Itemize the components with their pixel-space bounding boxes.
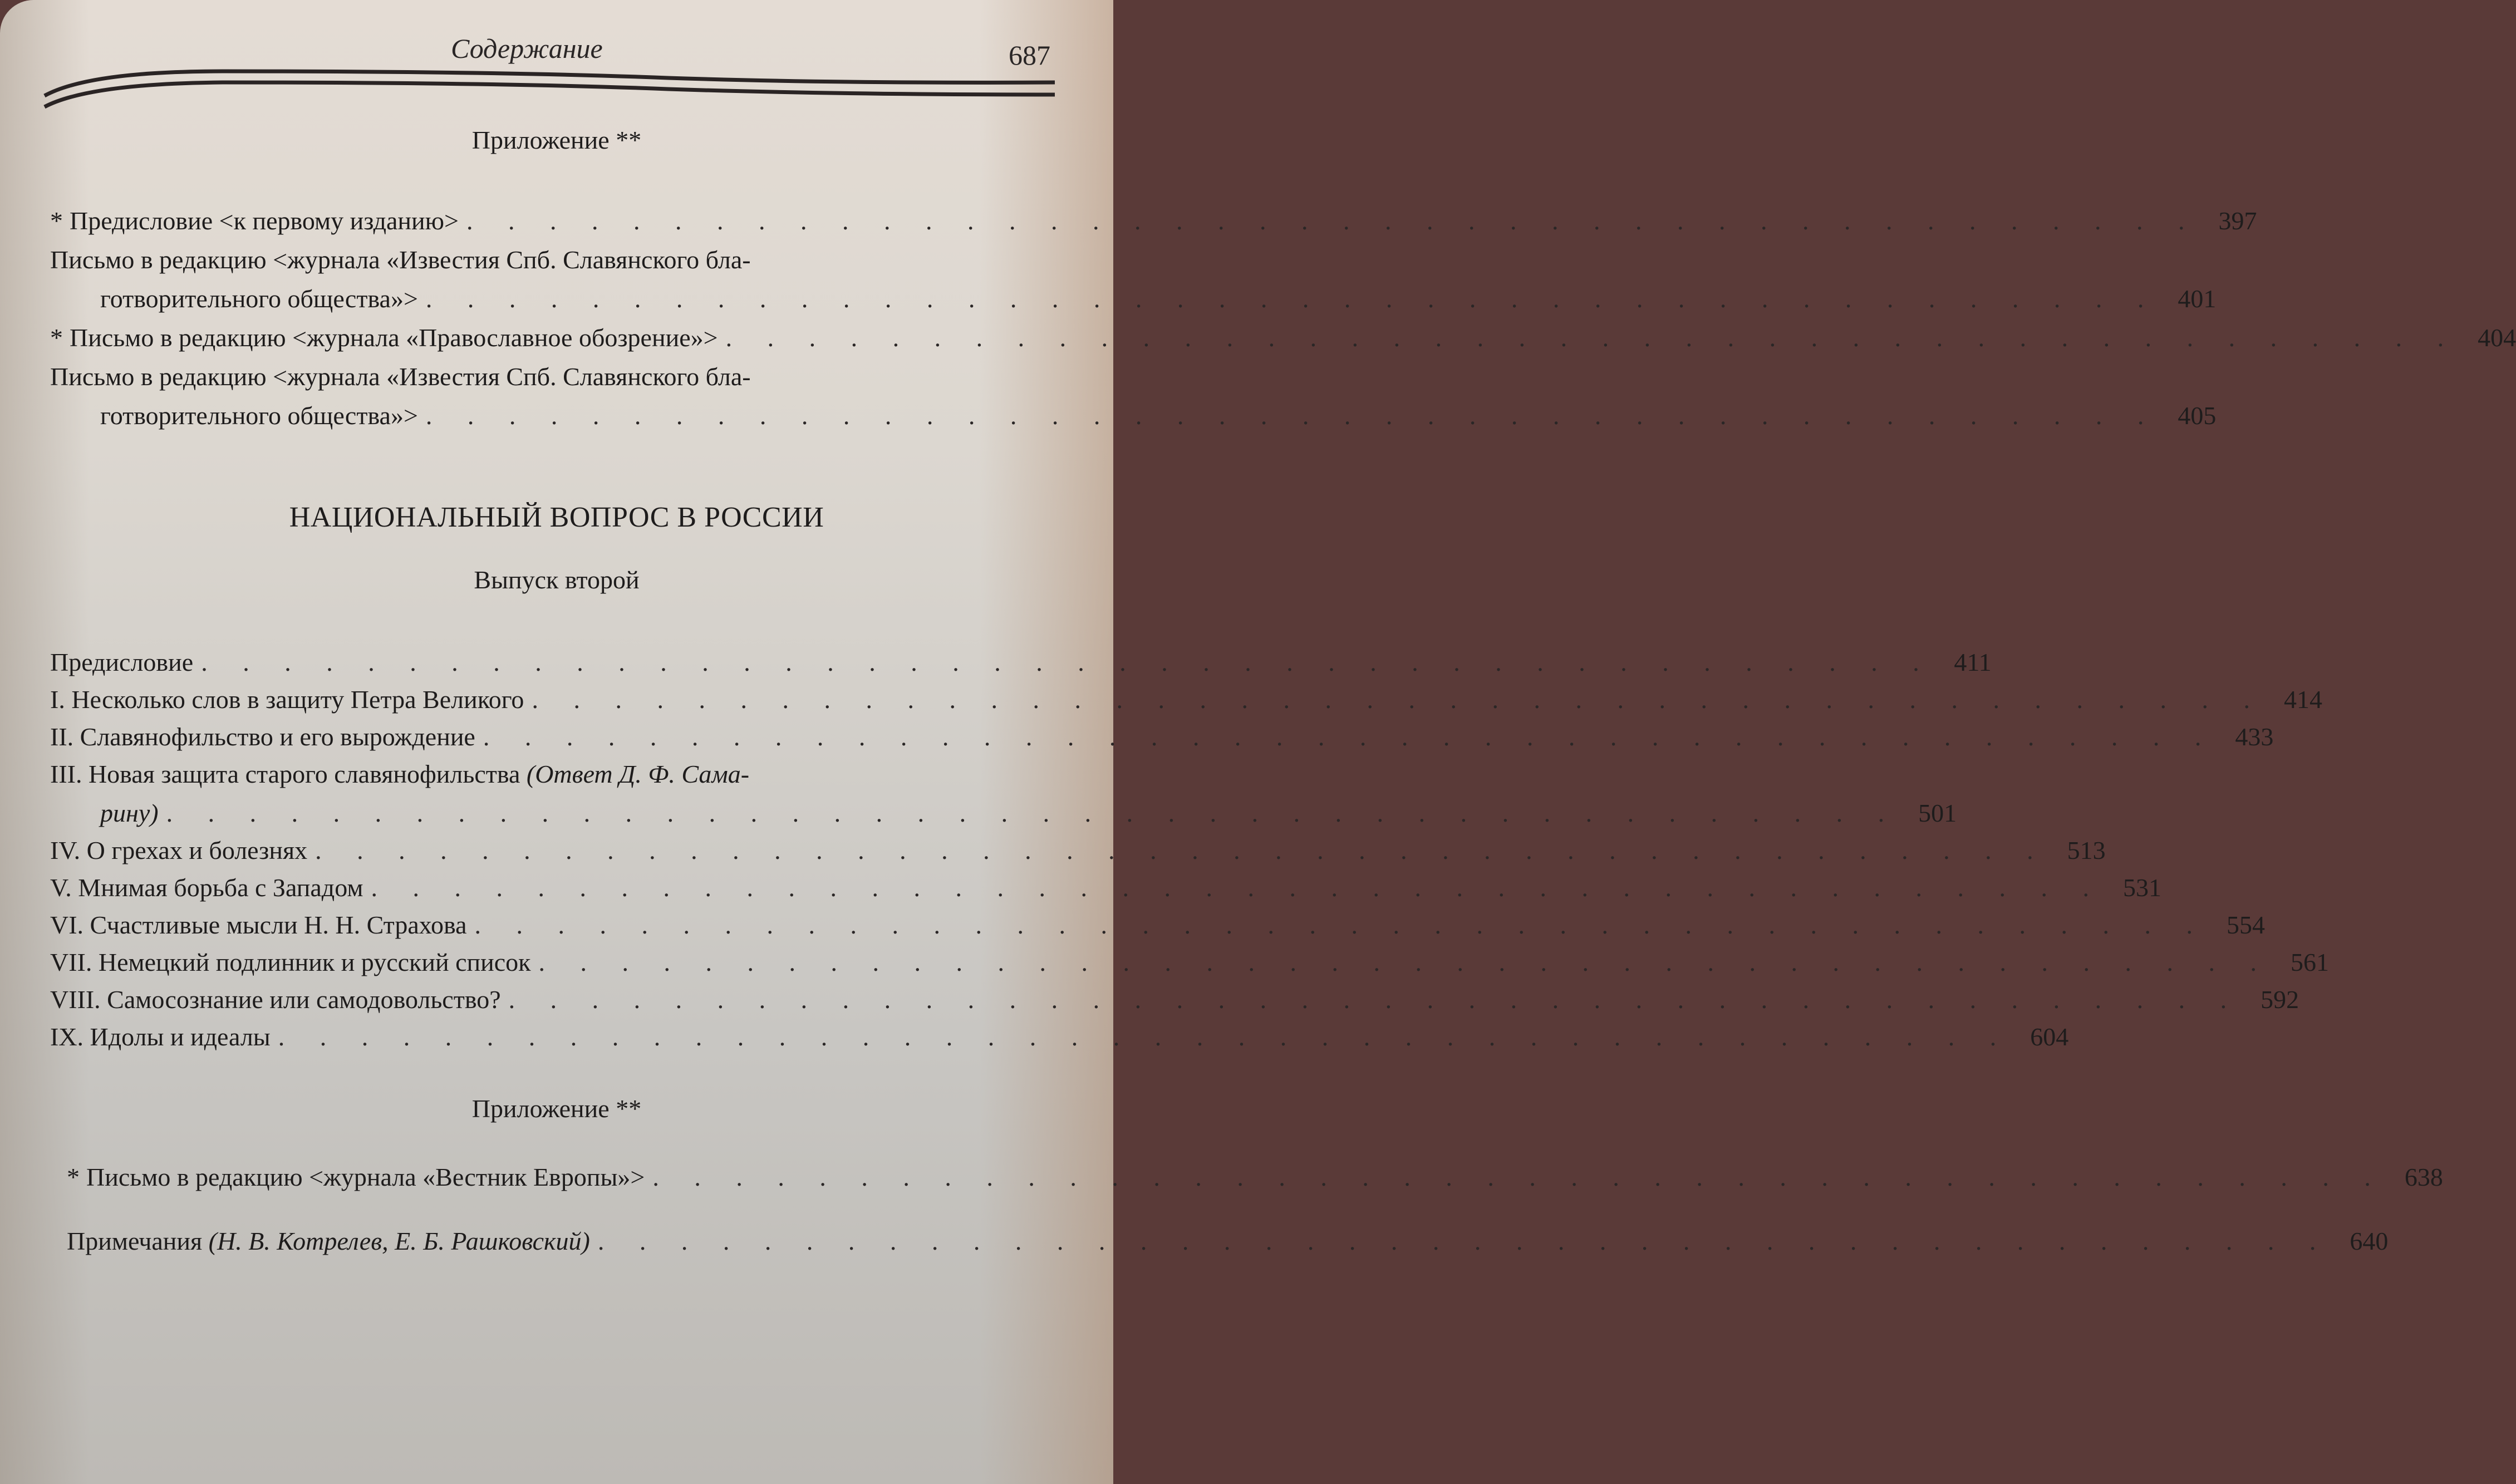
entry-title: VIII. Самосознание или самодовольство? — [50, 985, 501, 1014]
leader-dots: . . . . . . . . . . . . . . . . . . . . . . . . . . . . . . . . . . . . . . . . . . — [278, 1023, 2011, 1051]
entry-title: Предисловие <к первому изданию> — [70, 207, 459, 235]
entry-page: 554 — [2227, 911, 2266, 939]
header-double-rule — [0, 0, 1113, 111]
appendix-title: Приложение ** — [471, 126, 642, 154]
toc-entry[interactable] — [50, 718, 2274, 756]
entry-page: 501 — [1918, 799, 1957, 827]
header-rule-bottom — [45, 82, 1055, 107]
entry-title-continued: готворительного общества»> — [100, 284, 418, 313]
leader-dots: . . . . . . . . . . . . . . . . . . . . . . . . . . . . . . . . . . . . . . . . . . — [538, 948, 2272, 976]
entry-title: Письмо в редакцию <журнала «Известия Спб. Славянского бла- — [50, 245, 751, 274]
entry-title: V. Мнимая борьба с Западом — [50, 873, 363, 902]
toc-entry[interactable] — [50, 980, 2299, 1019]
leader-dots: . . . . . . . . . . . . . . . . . . . . . . . . . . . . . . . . . . . . . . . . . . — [483, 723, 2216, 751]
entry-title: Письмо в редакцию <журнала «Вестник Европы»> — [86, 1163, 645, 1191]
leader-dots: . . . . . . . . . . . . . . . . . . . . . . . . . . . . . . . . . . . . . . . . . . — [166, 799, 1899, 827]
toc-entry[interactable] — [50, 831, 2106, 870]
entry-page: 404 — [2478, 323, 2516, 352]
entry-title: I. Несколько слов в защиту Петра Великого — [50, 685, 524, 714]
entry-page: 397 — [2218, 207, 2257, 235]
entry-title: Письмо в редакцию <журнала «Православное обозрение»> — [70, 323, 718, 352]
entry-title: VII. Немецкий подлинник и русский список — [50, 948, 531, 976]
entry-page: 640 — [2350, 1227, 2389, 1255]
toc-entry[interactable] — [67, 1158, 2443, 1197]
toc-entry[interactable] — [50, 357, 2217, 435]
toc-entry[interactable] — [50, 868, 2161, 907]
entry-author-note: (Н. В. Котрелев, Е. Б. Рашковский) — [208, 1227, 590, 1255]
part-subtitle: Выпуск второй — [474, 566, 640, 594]
entry-title: IX. Идолы и идеалы — [50, 1023, 271, 1051]
toc-entry[interactable] — [50, 755, 1957, 833]
toc-entry[interactable] — [50, 943, 2330, 982]
leader-dots: . . . . . . . . . . . . . . . . . . . . . . . . . . . . . . . . . . . . . . . . . . — [425, 284, 2159, 313]
entry-page: 414 — [2283, 685, 2322, 714]
leader-dots: . . . . . . . . . . . . . . . . . . . . . . . . . . . . . . . . . . . . . . . . . . — [425, 401, 2159, 430]
entry-title: III. Новая защита старого славянофильства — [50, 760, 520, 788]
entry-page: 411 — [1954, 648, 1992, 676]
entry-author-note: (Ответ Д. Ф. Сама- — [526, 760, 750, 788]
entry-author-note-continued: рину) — [100, 799, 159, 827]
toc-entry[interactable] — [50, 906, 2266, 945]
toc-entry[interactable] — [50, 643, 1992, 682]
entry-title: II. Славянофильство и его вырождение — [50, 723, 475, 751]
toc-entry-notes[interactable] — [67, 1222, 2389, 1261]
part-title: НАЦИОНАЛЬНЫЙ ВОПРОС В РОССИИ — [289, 502, 824, 533]
entry-page: 604 — [2030, 1023, 2069, 1051]
toc-entry[interactable] — [50, 680, 2322, 719]
leader-dots: . . . . . . . . . . . . . . . . . . . . . . . . . . . . . . . . . . . . . . . . . . — [597, 1227, 2331, 1255]
toc-entry[interactable] — [50, 318, 2516, 357]
entry-page: 513 — [2067, 836, 2106, 864]
entry-title: Письмо в редакцию <журнала «Известия Спб. Славянского бла- — [50, 362, 751, 391]
entry-page: 592 — [2261, 985, 2299, 1014]
toc-entry[interactable] — [50, 1018, 2069, 1057]
leader-dots: . . . . . . . . . . . . . . . . . . . . . . . . . . . . . . . . . . . . . . . . . . — [315, 836, 2048, 864]
leader-dots: . . . . . . . . . . . . . . . . . . . . . . . . . . . . . . . . . . . . . . . . . . — [371, 873, 2104, 902]
entry-title-continued: готворительного общества»> — [100, 401, 418, 430]
entry-title: Предисловие — [50, 648, 194, 676]
entry-title: VI. Счастливые мысли Н. Н. Страхова — [50, 911, 467, 939]
leader-dots: . . . . . . . . . . . . . . . . . . . . . . . . . . . . . . . . . . . . . . . . . . — [725, 323, 2459, 352]
leader-dots: . . . . . . . . . . . . . . . . . . . . . . . . . . . . . . . . . . . . . . . . . . — [474, 911, 2208, 939]
toc-entry[interactable] — [50, 202, 2257, 240]
toc-entry[interactable] — [50, 240, 2217, 318]
entry-title: IV. О грехах и болезнях — [50, 836, 308, 864]
entry-page: 531 — [2122, 873, 2161, 902]
asterisk-marker: * — [50, 323, 63, 352]
running-title: Содержание — [451, 33, 603, 64]
appendix-title: Приложение ** — [471, 1094, 642, 1123]
entry-page: 433 — [2235, 723, 2274, 751]
page-number: 687 — [1009, 40, 1050, 71]
leader-dots: . . . . . . . . . . . . . . . . . . . . . . . . . . . . . . . . . . . . . . . . . . — [508, 985, 2242, 1014]
entry-page: 405 — [2178, 401, 2217, 430]
leader-dots: . . . . . . . . . . . . . . . . . . . . . . . . . . . . . . . . . . . . . . . . . . — [466, 207, 2199, 235]
asterisk-marker: * — [67, 1163, 80, 1191]
entry-page: 561 — [2291, 948, 2330, 976]
leader-dots: . . . . . . . . . . . . . . . . . . . . . . . . . . . . . . . . . . . . . . . . . . — [201, 648, 1934, 676]
asterisk-marker: * — [50, 207, 63, 235]
leader-dots: . . . . . . . . . . . . . . . . . . . . . . . . . . . . . . . . . . . . . . . . . . — [532, 685, 2264, 714]
entry-page: 638 — [2404, 1163, 2443, 1191]
entry-title: Примечания — [67, 1227, 203, 1255]
entry-page: 401 — [2178, 284, 2217, 313]
leader-dots: . . . . . . . . . . . . . . . . . . . . . . . . . . . . . . . . . . . . . . . . . . — [652, 1163, 2385, 1191]
